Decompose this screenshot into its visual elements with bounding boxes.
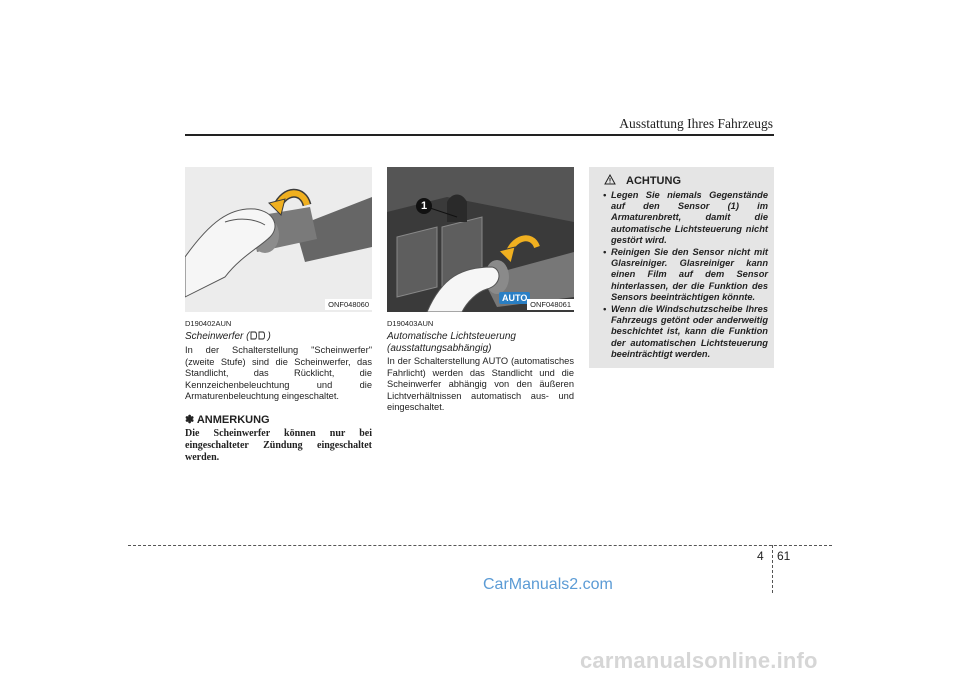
warning-heading [604, 174, 768, 188]
watermark-link[interactable]: CarManuals2.com [483, 576, 613, 593]
figure-caption: ONF048061 [527, 299, 574, 310]
auto-light-section [387, 318, 574, 413]
note-text: Die Scheinwerfer können nur bei eingeschalteter Zündung eingeschaltet werden. [185, 427, 372, 463]
warning-list [599, 190, 768, 360]
auto-badge-label: AUTO [502, 293, 528, 303]
headlamp-switch-illustration [185, 167, 372, 312]
section-body: In der Schalterstellung AUTO (automatisches Fahrlicht) werden das Standlicht und die Scheinwerfer abhängig von den äußeren Lichtverhältnissen automatisch aus- und eingeschaltet. [387, 356, 574, 413]
page-number: 61 [777, 549, 791, 563]
page-header-title: Ausstattung Ihres Fahrzeugs [619, 116, 773, 131]
chapter-number: 4 [757, 549, 764, 563]
sensor-marker [416, 198, 432, 214]
warning-box [589, 167, 774, 368]
section-subhead-line1: Automatische Lichtsteuerung [387, 331, 516, 343]
section-subhead-line2: (ausstattungsabhängig) [387, 343, 492, 355]
warning-item: • Legen Sie niemals Gegenstände auf den Sensor (1) im Armaturenbrett, damit die automatische Lichtsteuerung nicht gestört wird. [603, 190, 768, 245]
footer-watermark: carmanualsonline.info [580, 648, 818, 673]
footer-rule [128, 545, 832, 546]
footer-divider [772, 545, 773, 593]
headlamp-section [185, 318, 372, 464]
section-body: In der Schalterstellung "Scheinwerfer" (zweite Stufe) sind die Scheinwerfer, das Standlicht, das Rücklicht, die Kennzeichenbeleuchtung und die Armaturenbeleuchtung eingeschaltet. [185, 345, 372, 402]
warning-triangle-icon [604, 174, 616, 188]
header-rule [185, 134, 774, 136]
sensor-marker-label: 1 [420, 200, 428, 212]
figure-caption: ONF048060 [325, 299, 372, 310]
warning-item: • Reinigen Sie den Sensor nicht mit Glasreiniger. Glasreiniger kann einen Film auf dem Sensor hinterlassen, der die Funktion des Sensors beeinträchtigen könnte. [603, 247, 768, 302]
note-heading: ✽ ANMERKUNG [185, 414, 270, 427]
section-code: D190403AUN [387, 319, 434, 328]
auto-badge [499, 292, 530, 304]
headlamp-icon [249, 331, 267, 344]
subhead-prefix: Scheinwerfer ( [185, 331, 250, 343]
section-code: D190402AUN [185, 319, 232, 328]
warning-title: ACHTUNG [626, 175, 681, 187]
auto-light-sensor-illustration [387, 167, 574, 312]
section-subhead [185, 331, 372, 344]
subhead-suffix: ) [267, 331, 271, 343]
warning-item: • Wenn die Windschutzscheibe Ihres Fahrzeugs getönt oder anderweitig beschichtet ist, kann die Funktion der automatischen Lichtsteuerung beeinträchtigt werden. [603, 304, 768, 359]
